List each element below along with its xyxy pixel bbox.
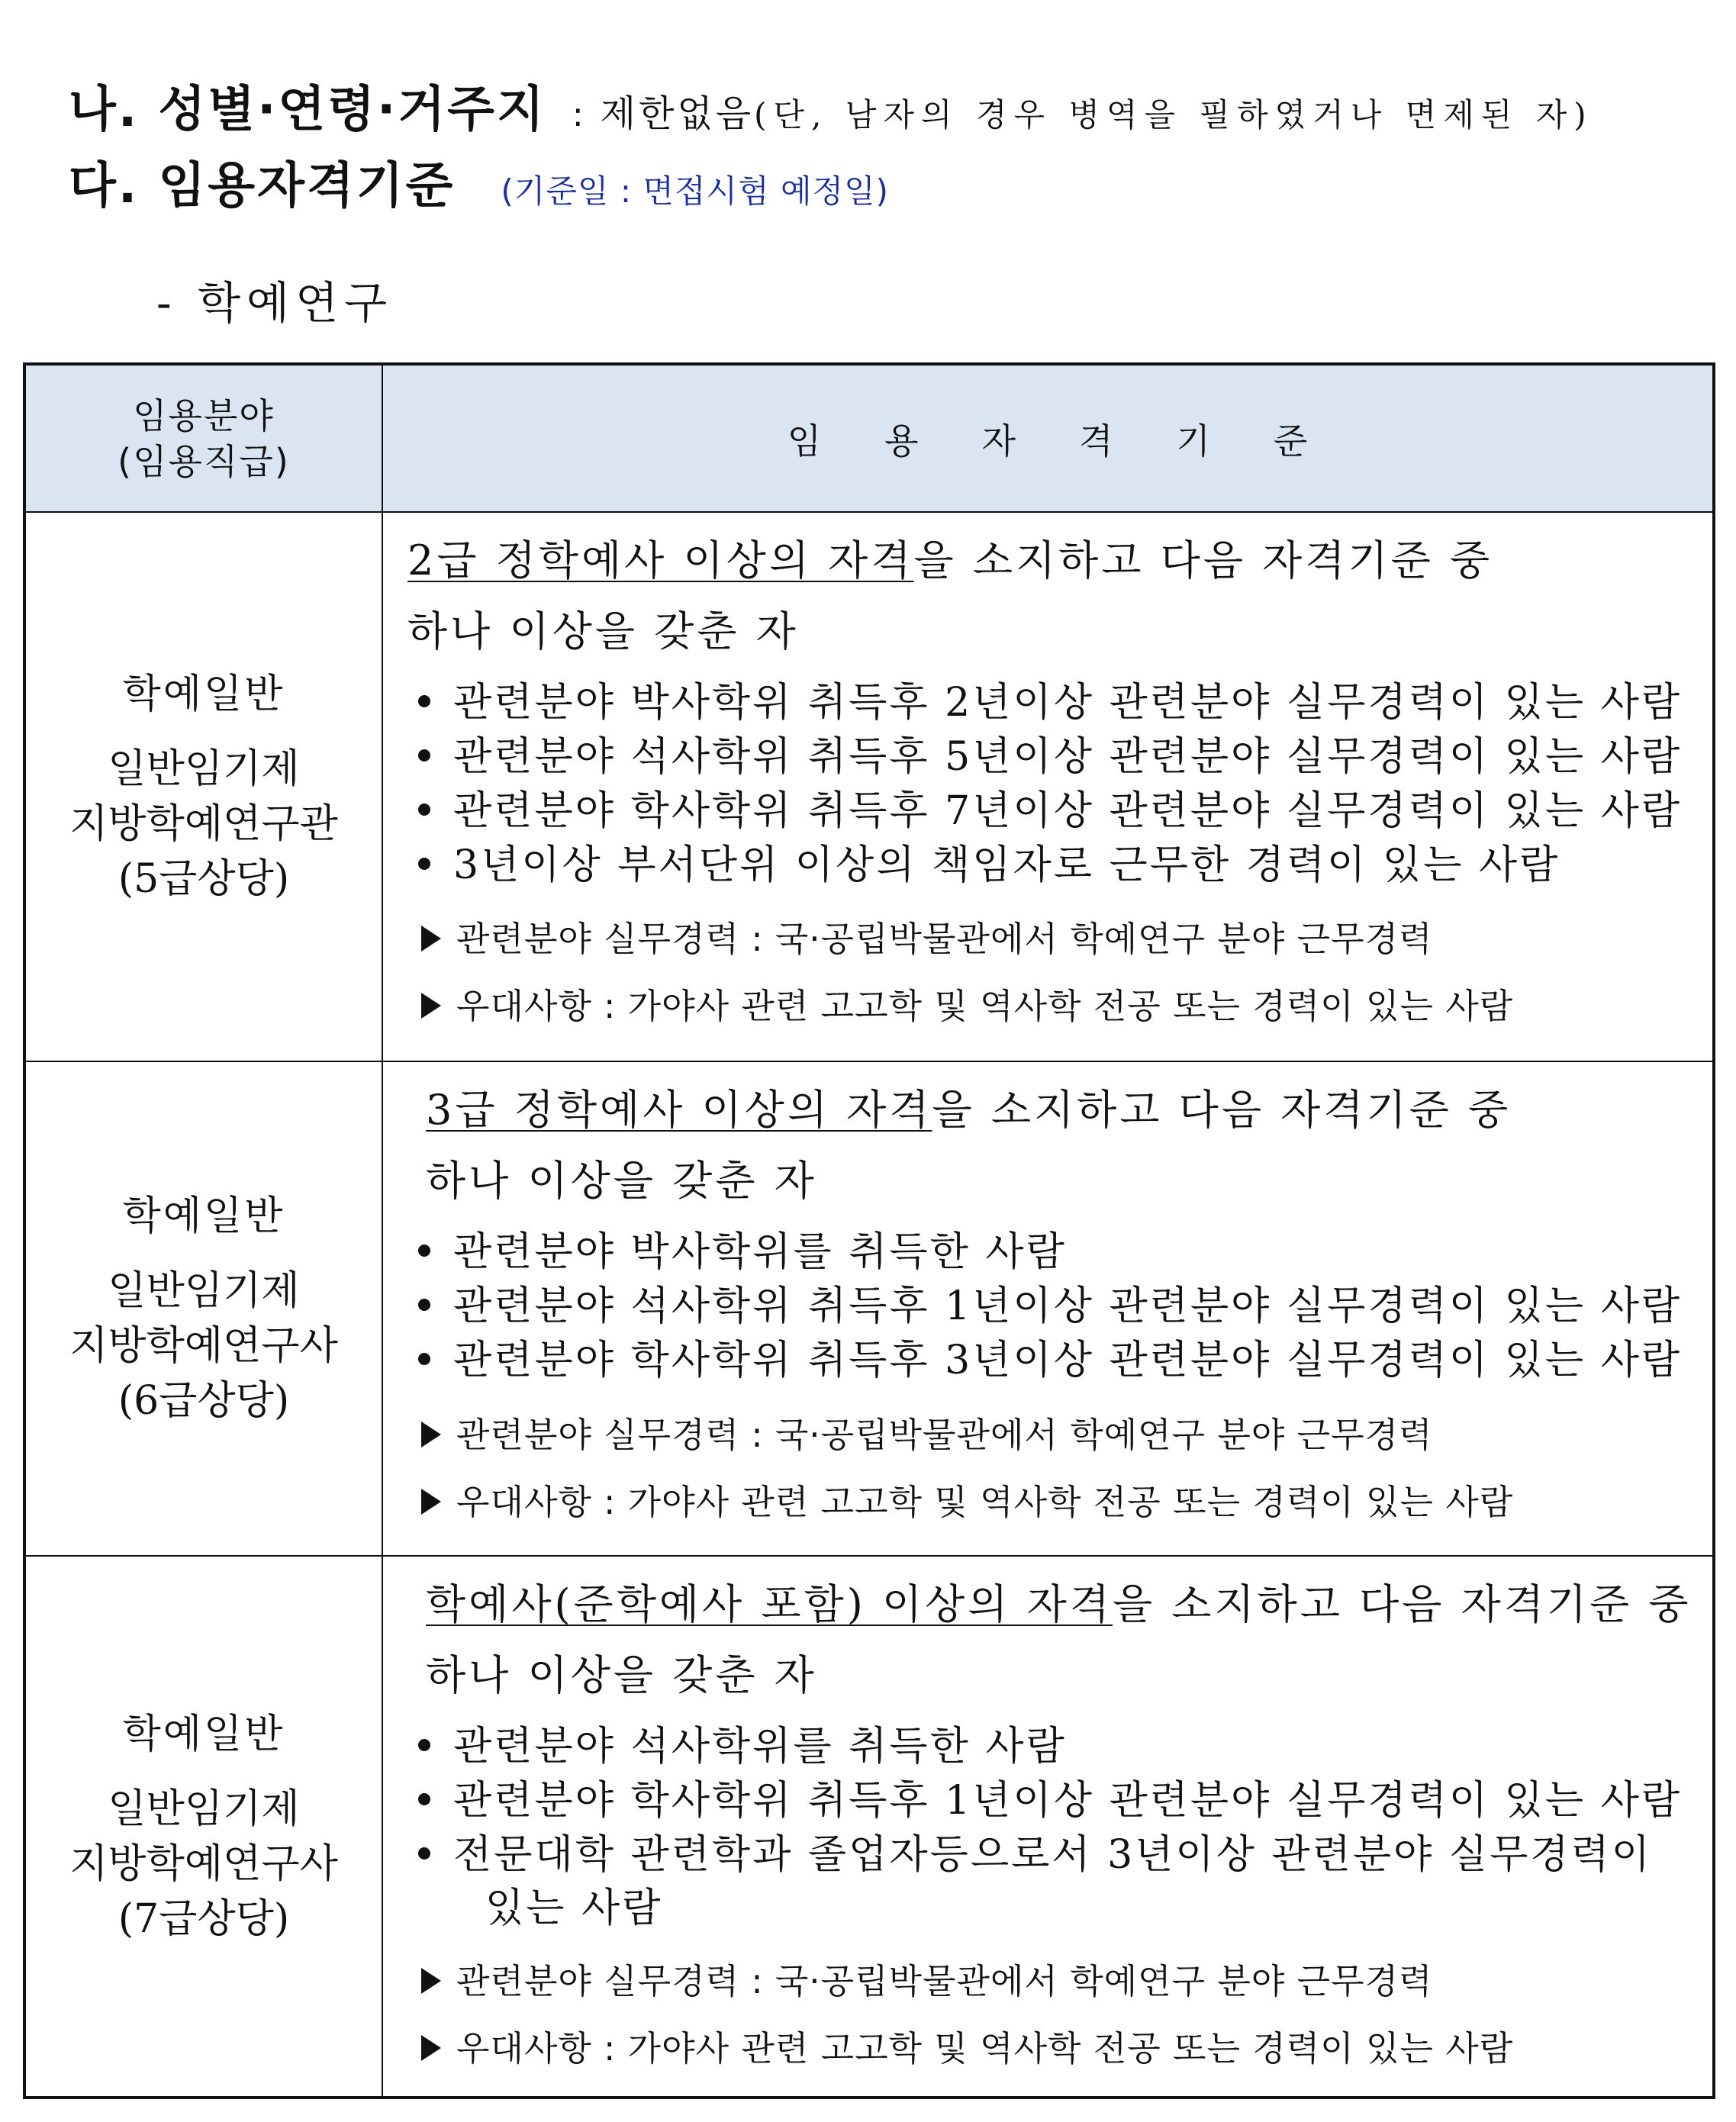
criteria-line-2: 하나 이상을 갖춘 자 (407, 607, 799, 655)
criteria-rest: 을 소지하고 다음 자격기준 중 (932, 1086, 1512, 1134)
row-category: 학예일반 (122, 671, 285, 717)
row-position-grade: (7급상당) (118, 1896, 290, 1942)
criteria-qualification: 학예사(준학예사 포함) 이상의 자격 (426, 1580, 1113, 1628)
table-header-field (26, 365, 382, 511)
criteria-qualification: 2급 정학예사 이상의 자격 (407, 536, 914, 584)
list-item-continuation: 있는 사람 (485, 1885, 663, 1931)
row-category: 학예일반 (122, 1711, 285, 1757)
criteria-qualification: 3급 정학예사 이상의 자격 (426, 1086, 932, 1134)
list-item: 관련분야 학사학위 취득후 1년이상 관련분야 실무경력이 있는 사람 (418, 1768, 1682, 1825)
table-header-row (26, 365, 1712, 513)
row-criteria-cell (398, 513, 1697, 1061)
list-item: 관련분야 학사학위 취득후 7년이상 관련분야 실무경력이 있는 사람 (418, 778, 1682, 836)
row-category: 학예일반 (122, 1193, 285, 1239)
criteria-line (426, 1572, 1692, 1631)
heading-da-label: 다. 임용자격기준 (69, 158, 456, 214)
criteria-rest: 을 소지하고 다음 자격기준 중 (1112, 1580, 1692, 1628)
criteria-line-2: 하나 이상을 갖춘 자 (426, 1651, 817, 1699)
criteria-rest: 을 소지하고 다음 자격기준 중 (913, 536, 1493, 584)
triangle-right-icon (421, 993, 441, 1019)
triangle-right-icon (421, 1422, 441, 1447)
list-item: 관련분야 박사학위 취득후 2년이상 관련분야 실무경력이 있는 사람 (418, 670, 1682, 727)
bullet-icon (418, 1245, 430, 1257)
list-item: 관련분야 석사학위 취득후 1년이상 관련분야 실무경력이 있는 사람 (418, 1274, 1682, 1331)
criteria-table (23, 362, 1715, 2099)
criteria-line (426, 1077, 1511, 1136)
header-char: 임 (787, 420, 823, 462)
list-item: 관련분야 박사학위를 취득한 사람 (418, 1219, 1067, 1277)
bullet-icon (418, 1299, 430, 1311)
row-position-grade: (5급상당) (118, 856, 290, 902)
heading-appointment-criteria (69, 147, 889, 217)
row-position-type: 일반임기제 (108, 1268, 300, 1314)
triangle-right-icon (421, 2035, 441, 2061)
heading-na-value: 제한없음 (600, 92, 755, 135)
subheading-curatorial-research: - 학예연구 (156, 277, 394, 329)
table-row (26, 1557, 1712, 2097)
header-char: 자 (981, 420, 1016, 462)
row-position-title: 지방학예연구관 (69, 801, 338, 847)
row-position-cell (26, 1557, 382, 2097)
bullet-icon (418, 749, 430, 762)
criteria-line-2: 하나 이상을 갖춘 자 (426, 1157, 817, 1205)
row-position-cell (26, 513, 382, 1061)
note-experience: 관련분야 실무경력 : 국·공립박물관에서 학예연구 분야 근무경력 (421, 1407, 1433, 1457)
header-char: 준 (1273, 420, 1309, 462)
triangle-right-icon (421, 1489, 441, 1515)
heading-gender-age-residence (69, 70, 1717, 140)
note-experience: 관련분야 실무경력 : 국·공립박물관에서 학예연구 분야 근무경력 (421, 911, 1433, 961)
header-char: 격 (1079, 420, 1114, 462)
row-position-grade: (6급상당) (118, 1378, 290, 1424)
row-position-type: 일반임기제 (108, 1786, 300, 1832)
note-experience: 관련분야 실무경력 : 국·공립박물관에서 학예연구 분야 근무경력 (421, 1953, 1433, 2003)
row-position-type: 일반임기제 (108, 746, 300, 792)
triangle-right-icon (421, 1968, 441, 1994)
triangle-right-icon (421, 926, 441, 952)
table-column-divider (382, 365, 383, 2096)
row-position-cell (26, 1062, 382, 1555)
heading-na-value-note: (단, 남자의 경우 병역을 필하였거나 면제된 자) (754, 96, 1593, 134)
heading-da-basis-date: (기준일 : 면접시험 예정일) (501, 172, 890, 210)
note-preference: 우대사항 : 가야사 관련 고고학 및 역사학 전공 또는 경력이 있는 사람 (421, 2021, 1513, 2070)
list-item: 관련분야 석사학위를 취득한 사람 (418, 1714, 1067, 1771)
list-item: 3년이상 부서단위 이상의 책임자로 근무한 경력이 있는 사람 (418, 832, 1560, 890)
header-char: 기 (1176, 420, 1211, 462)
list-item: 관련분야 학사학위 취득후 3년이상 관련분야 실무경력이 있는 사람 (418, 1328, 1682, 1385)
note-preference: 우대사항 : 가야사 관련 고고학 및 역사학 전공 또는 경력이 있는 사람 (421, 1474, 1513, 1524)
table-header-criteria (383, 365, 1712, 511)
note-preference: 우대사항 : 가야사 관련 고고학 및 역사학 전공 또는 경력이 있는 사람 (421, 978, 1513, 1028)
bullet-icon (418, 858, 430, 870)
bullet-icon (418, 803, 430, 816)
table-row (26, 1062, 1712, 1557)
row-position-title: 지방학예연구사 (69, 1323, 338, 1369)
bullet-icon (418, 1847, 430, 1860)
bullet-icon (418, 1353, 430, 1365)
row-criteria-cell (398, 1062, 1697, 1555)
header-char: 용 (884, 420, 920, 462)
header-field-label: 임용분야 (133, 394, 275, 436)
bullet-icon (418, 1793, 430, 1805)
criteria-line (407, 528, 1493, 587)
bullet-icon (418, 1739, 430, 1751)
row-position-title: 지방학예연구사 (69, 1841, 338, 1887)
list-item: 관련분야 석사학위 취득후 5년이상 관련분야 실무경력이 있는 사람 (418, 724, 1682, 781)
header-grade-label: (임용직급) (118, 440, 290, 482)
table-row (26, 513, 1712, 1062)
heading-na-label: 나. 성별·연령·거주지 (69, 82, 546, 138)
list-item: 전문대학 관련학과 졸업자등으로서 3년이상 관련분야 실무경력이 (418, 1822, 1652, 1879)
heading-na-colon: : (572, 95, 584, 134)
bullet-icon (418, 695, 430, 707)
row-criteria-cell (398, 1557, 1697, 2097)
